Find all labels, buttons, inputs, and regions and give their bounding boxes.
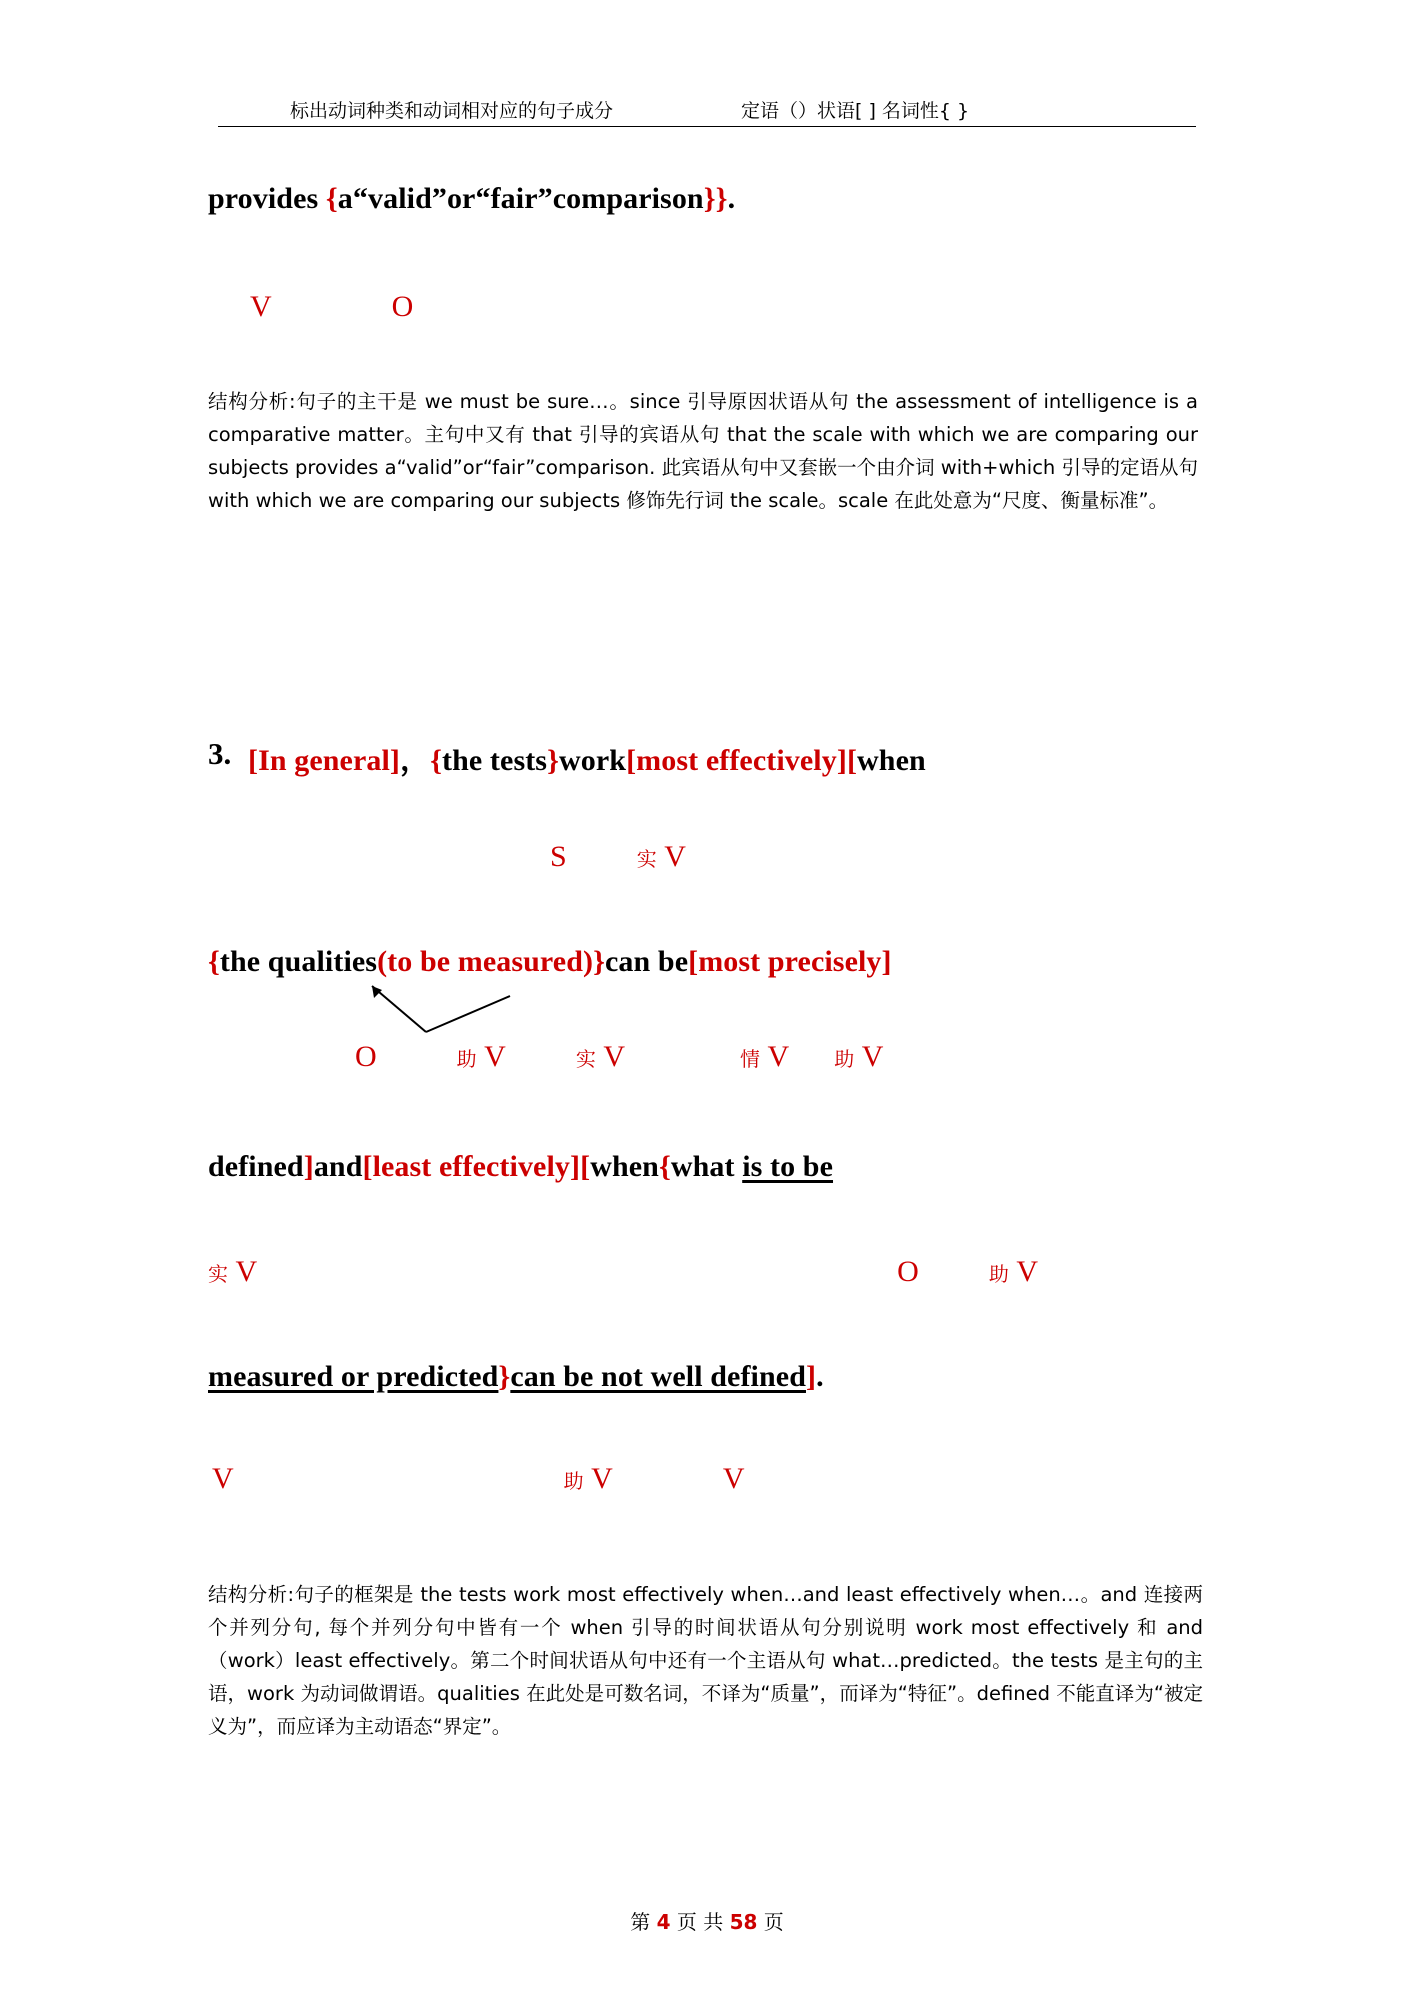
sentence-fragment: [most effectively] [626,744,847,777]
sentence-fragment: (to be measured) [377,945,594,978]
sentence-fragment: [most precisely] [688,945,892,978]
sentence-fragment: } [547,744,560,777]
annotation-label: V [212,1462,234,1495]
annotation-label: V [767,1040,790,1073]
sentence1-parts [208,182,735,215]
sentence-continuation [208,182,735,216]
sentence-fragment: measured or predicted [208,1360,499,1393]
annotation-label: V [591,1462,613,1495]
sentence-fragment: [least effectively] [362,1150,581,1183]
annotation-label: O [897,1255,919,1288]
sentence-fragment: { [325,182,338,215]
sentence-3-line-1 [248,735,926,779]
labels3c [208,1255,1038,1288]
annotation-label: S [550,840,567,873]
sentence-fragment: ， [400,744,431,777]
analysis-paragraph-1: 结构分析:句子的主干是 we must be sure…。since 引导原因状语从句 the assessment of intelligence is a comparative matter。主句中又有 that 引导的宾语从句 that the scale with which we are comparing our subjects provides a“valid”or“fair”comparison. 此宾语从句中又套嵌一个由介词 with+which 引导的定语从句 with which we are comparing our subjects 修饰先行词 the scale。scale 在此处意为“尺度、衡量标准”。 [208,390,1198,512]
annotation-label: V [861,1040,884,1073]
sentence-fragment: [ [580,1150,591,1183]
sentence-fragment: }} [703,182,728,215]
footer-total-pages: 58 [729,1910,758,1934]
footer-prefix: 第 [630,1910,651,1934]
sentence3a-parts [248,744,926,777]
page-header [218,96,1196,123]
sentence3b-parts [208,945,892,978]
label-row-3b [355,1040,883,1074]
footer-middle: 页 共 [676,1910,724,1934]
annotation-prefix: 助 [563,1469,584,1493]
annotation-prefix: 助 [988,1262,1009,1286]
annotation-prefix: 助 [456,1047,477,1071]
sentence3d-parts [208,1360,824,1393]
label-row-3d [212,1462,745,1496]
annotation-label: V [722,1462,745,1495]
pointer-arrow-icon [360,978,540,1038]
label-row-3c [208,1255,1038,1289]
sentence-fragment: the tests [442,744,548,777]
labels3a [550,840,686,873]
analysis-paragraph-3: 结构分析:句子的框架是 the tests work most effectively when…and least effectively when…。and 连接两个并列分句, 每个并列分句中皆有一个 when 引导的时间状语从句分别说明 work most effectively 和 and（work）least effectively。第二个时间状语从句中还有一个主语从句 what…predicted。the tests 是主句的主语，work 为动词做谓语。qualities 在此处是可数名词，不译为“质量”，而译为“特征”。defined 不能直译为“被定义为”，而应译为主动语态“界定”。 [208,1583,1203,1738]
sentence-fragment: when [590,1150,659,1183]
sentence-fragment: } [593,945,606,978]
labels1 [250,290,413,323]
sentence-fragment: can be not well defined [510,1360,806,1393]
annotation-prefix: 实 [208,1262,228,1286]
annotation-label: O [355,1040,377,1073]
sentence-fragment: defined [208,1150,304,1183]
sentence-fragment: ] [805,1360,817,1393]
item-number-3: 3. [208,736,232,771]
sentence-fragment: . [727,182,736,215]
sentence-fragment: provides [208,182,326,215]
sentence-fragment: work [559,744,627,777]
sentence-fragment: . [816,1360,824,1393]
annotation-prefix: 情 [740,1047,761,1071]
labels3b [355,1040,883,1073]
header-right-legend: 定语（）状语[ ] 名词性{ } [741,100,970,122]
labels3d [212,1462,745,1495]
sentence-fragment: [ [846,744,858,777]
sentence-fragment: [In general] [248,744,401,777]
sentence-fragment: and [313,1150,363,1183]
footer-current-page: 4 [656,1910,671,1934]
sentence-3-line-2 [208,945,892,979]
annotation-prefix: 助 [834,1047,855,1071]
sentence-fragment: a“valid”or“fair”comparison [337,182,704,215]
sentence-fragment: what [670,1150,743,1183]
annotation-label: V [603,1040,626,1073]
annotation-label: O [391,290,414,323]
header-left-text: 标出动词种类和动词相对应的句子成分 [290,100,614,122]
annotation-label: V [1016,1255,1039,1288]
sentence-fragment: } [498,1360,511,1393]
header-divider [218,126,1196,127]
annotation-prefix: 实 [575,1047,596,1071]
annotation-prefix: 实 [636,847,657,871]
annotation-label: V [664,840,686,873]
label-row-3a [550,840,686,874]
sentence-fragment: is to be [742,1150,834,1183]
page-footer [0,1906,1414,1935]
label-row-1 [250,290,413,324]
sentence-fragment: { [430,744,443,777]
annotation-label: V [250,290,272,323]
sentence-3-line-3 [208,1150,833,1184]
sentence-fragment: { [658,1150,671,1183]
annotation-label: V [235,1255,258,1288]
annotation-label: V [484,1040,506,1073]
sentence-fragment: ] [303,1150,314,1183]
sentence-fragment: can be [605,945,689,978]
sentence-fragment: the qualities [219,945,378,978]
footer-suffix: 页 [763,1910,784,1934]
sentence3c-parts [208,1150,833,1183]
sentence-fragment: { [208,945,220,978]
sentence-fragment: when [857,744,926,777]
sentence-3-line-4 [208,1360,824,1394]
